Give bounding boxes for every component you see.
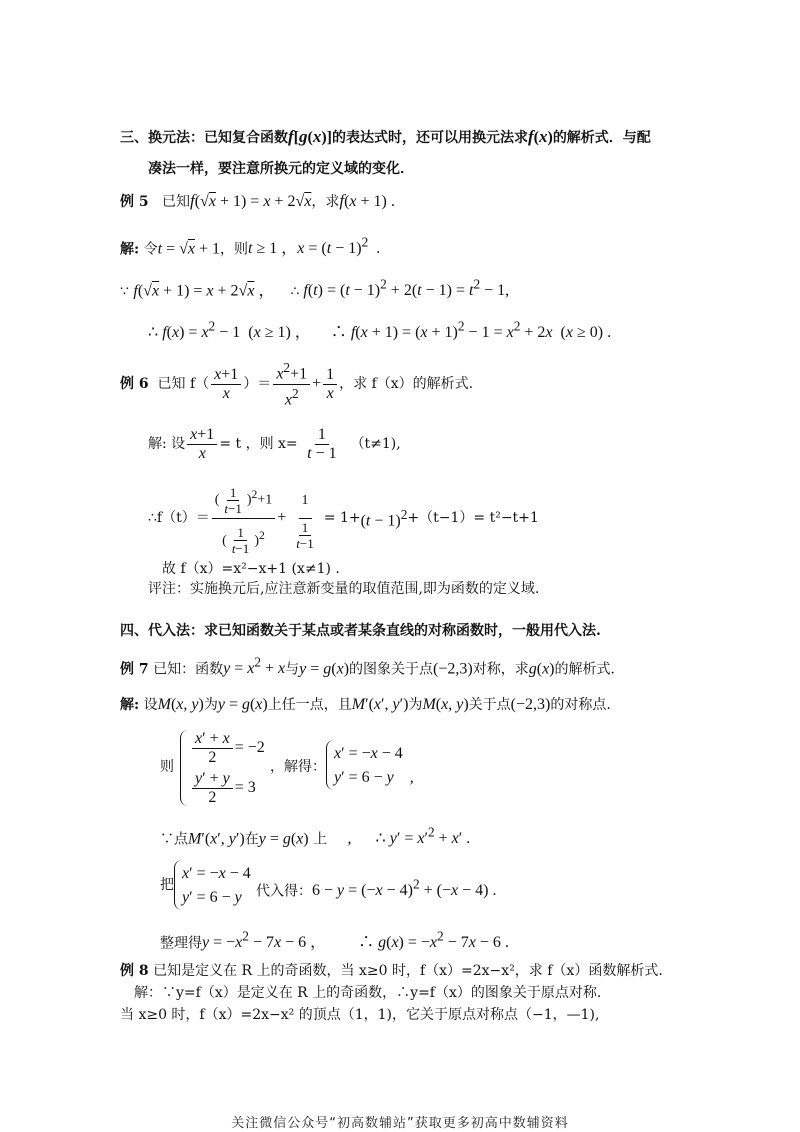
example-5-question: 例 5 已知f(√x + 1) = x + 2√x，求f(x + 1) .	[120, 191, 395, 210]
example-7-substitute: 代入得：$6 - y = (-x - 4)^2 + (-x - 4)$ .	[256, 877, 497, 900]
section-3-title-line: 三、换元法：已知复合函数f[g(x)]的表达式时，还可以用换元法求f(x)的解析式．与配	[120, 127, 651, 146]
math-f-g-x: f	[288, 127, 294, 146]
example-7-ba: 把	[160, 877, 174, 893]
example-7-jiede: ，解得：	[270, 759, 326, 775]
system-brace	[180, 730, 189, 806]
example-8-question: 例 8 已知是定义在 R 上的奇函数，当 x≥0 时，f（x）=2x−x²，求 f（x）函数解析式.	[120, 963, 663, 979]
example-5-solution-line2: ∵ f(√x + 1) = x + 2√x ， ∴ $f(t) = (t - 1)^2 + 2(t - 1) = t^2 - 1$,	[120, 277, 510, 300]
example-6-note: 评注：实施换元后,应注意新变量的取值范围,即为函数的定义域.	[148, 581, 540, 597]
example-6-solution-line1: 解: 设 $\frac{x+1}{x}$ = t ，则 x= $\frac{1}{t - 1}$ （t≠1),	[148, 425, 401, 462]
example-6-question: 例 6 已知 f（ $\frac{x+1}{x}$ ）＝ $\frac{x^2+1}{x^2}$ + $\frac{1}{x}$ ，求 f（x）的解析式.	[120, 360, 474, 408]
example-5-solution-line1: 解: 令t = √x + 1，则t ≥ 1 ，$x = (t - 1)^2$ .	[120, 235, 381, 258]
example-7-system-2: x′ = −x − 4 y′ = 6 − y ,	[334, 745, 414, 786]
example-7-result: 整理得$y = -x^2 - 7x - 6$ ， ∴ $g(x) = -x^2 - 7x - 6$ .	[160, 929, 509, 952]
example-7-question: 例 7 已知：函数$y = x^2 + x$与y = g(x)的图象关于点(−2,3)对称，求g(x)的解析式．	[120, 655, 625, 678]
page-footer: 关注微信公众号“初高数辅站”获取更多初高中数辅资料	[231, 1116, 569, 1131]
section-4-title: 四、代入法：求已知函数关于某点或者某条直线的对称函数时，一般用代入法.	[120, 623, 601, 639]
example-6-solution-line2: ∴f（t）＝ ( $\frac{1}{t-1}$ )$^2$+1 ( $\frac{1}{t-1}$ )$^2$ + $\frac{1}{\frac{1}{t-1}}$ = 1+ $(t - 1)^2$ +（t−1）= t²−t+1	[148, 480, 539, 556]
example-7-system-3: x′ = −x − 4 y′ = 6 − y	[182, 865, 251, 906]
example-8-solution-line1: 解：∵y=f（x）是定义在 R 上的奇函数，∴y=f（x）的图象关于原点对称.	[134, 985, 602, 1001]
example-8-solution-line2: 当 x≥0 时，f（x）=2x−x² 的顶点（1，1)，它关于原点对称点（−1，—1),	[120, 1007, 600, 1023]
example-7-system-1: $\frac{x' + x}{2}$ = −2 $\frac{y' + y}{2}$ = 3	[190, 728, 265, 808]
math-f-x: f	[527, 127, 534, 146]
example-7-ze: 则	[160, 759, 174, 775]
example-7-solution-line3: ∵点M′(x′, y′)在y = g(x) 上 , ∴ $y' = x'^2 + x'$ .	[160, 825, 471, 848]
example-5-solution-line3: ∴ $f(x) = x^2 - 1$ (x ≥ 1) ， ∴ $f(x + 1) = (x + 1)^2 - 1 = x^2 + 2x$ (x ≥ 0) .	[148, 319, 612, 342]
section-3-title: 三、换元法：已知复合函数	[120, 130, 288, 146]
example-6-result: 故 f（x）=x²−x+1 (x≠1) .	[162, 561, 340, 577]
example-7-solution-line1: 解: 设M(x, y)为y = g(x)上任一点，且M′(x′, y′)为M(x, y)关于点(−2,3)的对称点.	[120, 696, 611, 713]
section-3-text: 凑法一样，要注意所换元的定义域的变化．	[148, 161, 414, 177]
